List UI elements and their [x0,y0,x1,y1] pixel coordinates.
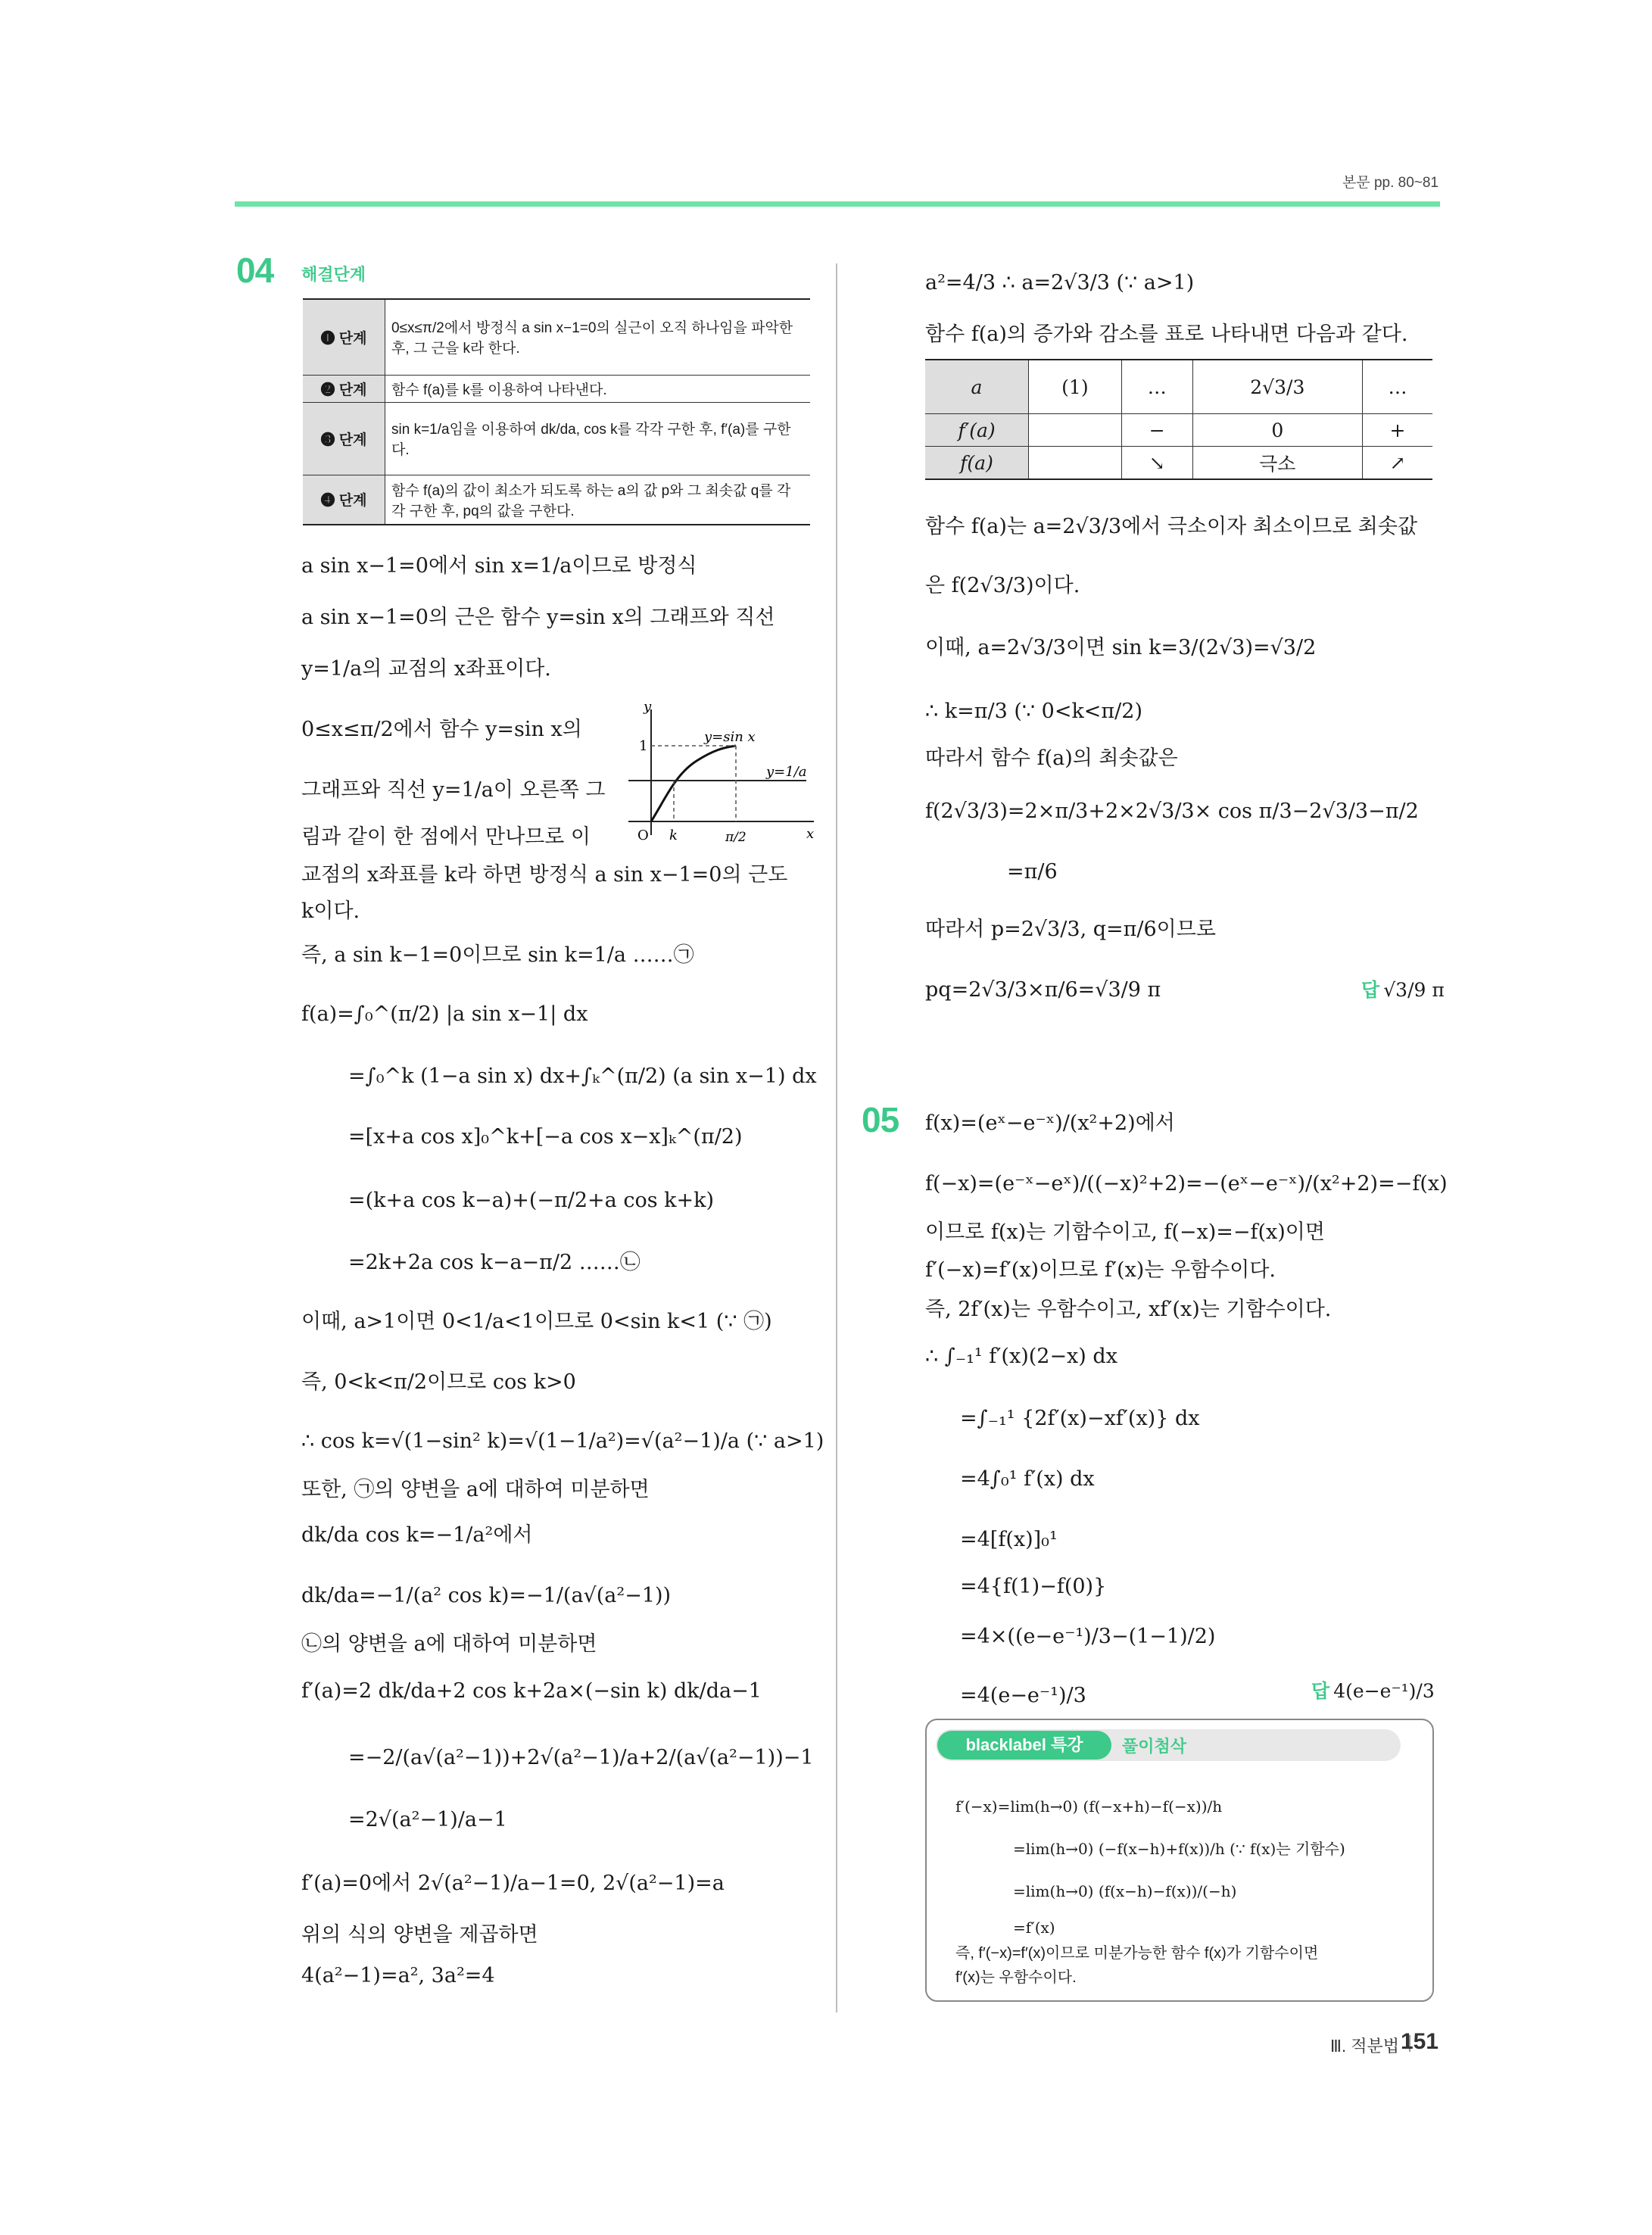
solution-line: f(x)=(eˣ−e⁻ˣ)/(x²+2)에서 [925,1111,1175,1135]
answer-key-icon: 답 [1361,980,1380,1001]
solution-line: a²=4/3 ∴ a=2√3/3 (∵ a>1) [925,271,1195,295]
tip-badge: blacklabel 특강 [937,1731,1111,1760]
solution-line: 함수 f(a)는 a=2√3/3에서 극소이자 최소이므로 최솟값 [925,515,1418,538]
solution-line: 또한, ㉠의 양변을 a에 대하여 미분하면 [301,1478,650,1501]
tip-line: f′(x)는 우함수이다. [955,1969,1077,1986]
tip-line: =lim(h→0) (−f(x−h)+f(x))/h (∵ f(x)는 기함수) [1013,1840,1345,1858]
solution-line: pq=2√3/3×π/6=√3/9 π [925,978,1161,1002]
sign-cell: ↗ [1362,447,1432,480]
sign-cell: f(a) [925,447,1029,480]
sine-graph [621,700,819,859]
step-row [303,375,810,402]
solution-line: f(−x)=(e⁻ˣ−eˣ)/((−x)²+2)=−(eˣ−e⁻ˣ)/(x²+2)=−f(x) [925,1172,1448,1195]
sign-cell: f′(a) [925,414,1029,447]
graph-x-label: x [806,826,815,842]
solution-line: =4[f(x)]₀¹ [960,1528,1058,1551]
graph-halfpi-label: π/2 [725,830,747,845]
sign-cell: … [1121,360,1192,414]
page-number: 151 [1400,2029,1438,2054]
solution-line: ㉡의 양변을 a에 대하여 미분하면 [301,1632,597,1656]
sign-table-row [925,414,1432,447]
tip-line: 즉, f′(−x)=f′(x)이므로 미분가능한 함수 f(x)가 기함수이면 [955,1945,1319,1962]
graph-origin-label: O [637,828,649,843]
solution-line: 따라서 p=2√3/3, q=π/6이므로 [925,918,1216,941]
top-rule [235,201,1440,207]
solution-line: ∴ cos k=√(1−sin² k)=√(1−1/a²)=√(a²−1)/a (∵ a>1) [301,1429,824,1453]
sign-cell: + [1362,414,1432,447]
step-row [303,299,810,375]
problem-05-number: 05 [862,1100,899,1139]
footer-chapter: Ⅲ. 적분법 [1329,2037,1399,2056]
solution-line: =∫₀^k (1−a sin x) dx+∫ₖ^(π/2) (a sin x−1) dx [348,1065,817,1088]
answer-04 [1361,975,1445,1002]
sign-cell: 극소 [1192,447,1362,480]
solution-line: =(k+a cos k−a)+(−π/2+a cos k+k) [348,1189,715,1212]
step-text: 0≤x≤π/2에서 방정식 a sin x−1=0의 실근이 오직 하나임을 파악한 후, 그 근을 k라 한다. [385,299,811,375]
solution-line: ∴ k=π/3 (∵ 0<k<π/2) [925,700,1142,723]
tip-line: =lim(h→0) (f(x−h)−f(x))/(−h) [1013,1882,1237,1900]
step-label: ❶ 단계 [303,299,385,375]
solution-line: a sin x−1=0의 근은 함수 y=sin x의 그래프와 직선 [301,606,775,629]
solution-line: 이때, a=2√3/3이면 sin k=3/(2√3)=√3/2 [925,636,1317,659]
solution-line: 이므로 f(x)는 기함수이고, f(−x)=−f(x)이면 [925,1220,1325,1244]
answer-value: √3/9 π [1383,979,1445,1001]
steps-table [303,298,810,525]
solution-line: f(2√3/3)=2×π/3+2×2√3/3× cos π/3−2√3/3−π/2 [925,800,1419,823]
sign-table-row [925,447,1432,480]
solution-line: =4(e−e⁻¹)/3 [960,1684,1086,1707]
solution-line: f′(a)=0에서 2√(a²−1)/a−1=0, 2√(a²−1)=a [301,1872,725,1895]
sign-cell: a [925,360,1029,414]
step-row [303,402,810,475]
solution-line: 교점의 x좌표를 k라 하면 방정식 a sin x−1=0의 근도 [301,863,788,887]
solution-line: 즉, 0<k<π/2이므로 cos k>0 [301,1370,576,1394]
solution-line: =4{f(1)−f(0)} [960,1575,1107,1598]
solution-line: =2√(a²−1)/a−1 [348,1808,507,1831]
sign-cell [1029,414,1122,447]
solution-line: 따라서 함수 f(a)의 최솟값은 [925,747,1178,770]
sign-table [925,359,1432,480]
solution-line: 림과 같이 한 점에서 만나므로 이 [301,825,591,849]
solution-line: 은 f(2√3/3)이다. [925,574,1080,597]
solution-line: y=1/a의 교점의 x좌표이다. [301,657,551,681]
section-label: 해결단계 [301,265,366,284]
solution-line: k이다. [301,899,360,923]
step-text: sin k=1/a임을 이용하여 dk/da, cos k를 각각 구한 후, f′(a)를 구한다. [385,402,811,475]
solution-line: =4×((e−e⁻¹)/3−(1−1)/2) [960,1625,1216,1648]
solution-line: a sin x−1=0에서 sin x=1/a이므로 방정식 [301,554,697,578]
graph-k-label: k [669,828,678,843]
step-label: ❹ 단계 [303,475,385,525]
solution-line: dk/da=−1/(a² cos k)=−1/(a√(a²−1)) [301,1584,672,1607]
solution-line: 4(a²−1)=a², 3a²=4 [301,1964,495,1987]
sign-cell: … [1362,360,1432,414]
solution-line: dk/da cos k=−1/a²에서 [301,1523,533,1547]
solution-line: 함수 f(a)의 증가와 감소를 표로 나타내면 다음과 같다. [925,323,1408,346]
solution-line: f′(−x)=f′(x)이므로 f′(x)는 우함수이다. [925,1258,1276,1282]
tip-label: 풀이첨삭 [1122,1737,1187,1756]
solution-line: 0≤x≤π/2에서 함수 y=sin x의 [301,718,582,741]
sign-cell: ↘ [1121,447,1192,480]
answer-value: 4(e−e⁻¹)/3 [1333,1680,1435,1702]
answer-05 [1311,1676,1435,1704]
page-reference: 본문 pp. 80~81 [1342,175,1438,191]
solution-line: 위의 식의 양변을 제곱하면 [301,1923,538,1947]
step-label: ❸ 단계 [303,402,385,475]
tip-line: =f′(x) [1013,1919,1055,1937]
solution-line: =−2/(a√(a²−1))+2√(a²−1)/a+2/(a√(a²−1))−1 [348,1746,814,1769]
solution-line: =2k+2a cos k−a−π/2 ……㉡ [348,1251,641,1274]
solution-line: 즉, a sin k−1=0이므로 sin k=1/a ……㉠ [301,943,694,967]
solution-line: 이때, a>1이면 0<1/a<1이므로 0<sin k<1 (∵ ㉠) [301,1310,772,1333]
solution-line: f(a)=∫₀^(π/2) |a sin x−1| dx [301,1002,588,1026]
sign-cell: (1) [1029,360,1122,414]
column-divider [836,263,837,2012]
solution-line: 그래프와 직선 y=1/a이 오른쪽 그 [301,778,606,802]
solution-line: ∴ ∫₋₁¹ f′(x)(2−x) dx [925,1345,1117,1368]
sign-table-header-row [925,360,1432,414]
step-row [303,475,810,525]
sign-cell [1029,447,1122,480]
tip-line: f′(−x)=lim(h→0) (f(−x+h)−f(−x))/h [955,1797,1223,1816]
answer-key-icon: 답 [1311,1681,1330,1702]
step-text: 함수 f(a)를 k를 이용하여 나타낸다. [385,375,811,402]
sign-cell: 0 [1192,414,1362,447]
graph-one-label: 1 [639,738,648,754]
problem-04-number: 04 [236,251,274,290]
step-label: ❷ 단계 [303,375,385,402]
step-text: 함수 f(a)의 값이 최소가 되도록 하는 a의 값 p와 그 최솟값 q를 각각 구한 후, pq의 값을 구한다. [385,475,811,525]
solution-line: =π/6 [1007,860,1058,884]
solution-line: =∫₋₁¹ {2f′(x)−xf′(x)} dx [960,1407,1200,1430]
graph-curve-label: y=sin x [704,729,756,745]
solution-line: 즉, 2f′(x)는 우함수이고, xf′(x)는 기함수이다. [925,1298,1332,1321]
solution-line: =[x+a cos x]₀^k+[−a cos x−x]ₖ^(π/2) [348,1125,743,1149]
sign-cell: − [1121,414,1192,447]
graph-line-label: y=1/a [766,764,807,780]
solution-line: =4∫₀¹ f′(x) dx [960,1467,1095,1491]
solution-line: f′(a)=2 dk/da+2 cos k+2a×(−sin k) dk/da−1 [301,1679,762,1703]
sign-cell: 2√3/3 [1192,360,1362,414]
graph-y-label: y [644,700,652,715]
